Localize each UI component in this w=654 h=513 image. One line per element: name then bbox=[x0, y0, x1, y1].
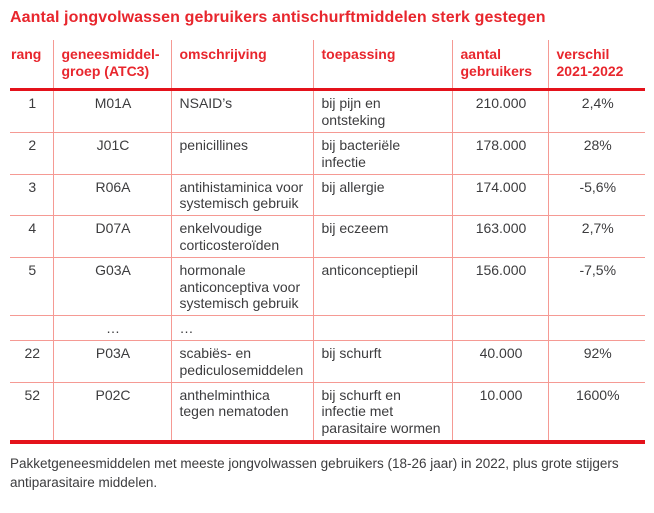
cell-toepassing: bij allergie bbox=[313, 174, 452, 216]
cell-rang: 22 bbox=[10, 340, 53, 382]
cell-toepassing: anticonceptiepil bbox=[313, 257, 452, 315]
page-title: Aantal jongvolwassen gebruikers antischurftmiddelen sterk gestegen bbox=[10, 9, 546, 26]
cell-omschrijving: anthelminthica tegen nematoden bbox=[171, 382, 313, 442]
cell-rang: 52 bbox=[10, 382, 53, 442]
cell-rang: 2 bbox=[10, 132, 53, 174]
cell-verschil: 1600% bbox=[575, 386, 620, 403]
cell-verschil: 92% bbox=[583, 344, 612, 361]
cell-verschil: -5,6% bbox=[579, 178, 617, 195]
cell-verschil: 2,7% bbox=[581, 220, 614, 237]
cell-toepassing bbox=[313, 316, 452, 341]
cell-rang: 4 bbox=[10, 216, 53, 258]
cell-aantal: 10.000 bbox=[452, 382, 548, 442]
cell-groep: … bbox=[53, 316, 171, 341]
cell-omschrijving: antihistaminica voor systemisch gebruik bbox=[171, 174, 313, 216]
cell-toepassing: bij schurft en infectie met parasitaire wormen bbox=[313, 382, 452, 442]
cell-rang: 5 bbox=[10, 257, 53, 315]
table-row bbox=[10, 216, 645, 258]
table-row bbox=[10, 90, 645, 133]
cell-omschrijving: enkelvoudige corticosteroïden bbox=[171, 216, 313, 258]
cell-omschrijving: penicillines bbox=[171, 132, 313, 174]
cell-rang bbox=[10, 316, 53, 341]
cell-aantal: 156.000 bbox=[452, 257, 548, 315]
cell-groep: G03A bbox=[53, 257, 171, 315]
cell-aantal: 40.000 bbox=[452, 340, 548, 382]
column-header-omschrijving: omschrijving bbox=[171, 40, 313, 90]
table-row bbox=[10, 174, 645, 216]
cell-groep: R06A bbox=[53, 174, 171, 216]
header-row bbox=[10, 40, 645, 90]
cell-groep: M01A bbox=[53, 90, 171, 133]
table-row bbox=[10, 340, 645, 382]
table-row bbox=[10, 132, 645, 174]
column-header-geneesmiddelgroep: geneesmiddel-groep (ATC3) bbox=[53, 40, 171, 90]
cell-aantal bbox=[452, 316, 548, 341]
column-header-toepassing: toepassing bbox=[313, 40, 452, 90]
ellipsis-row bbox=[10, 316, 645, 341]
cell-toepassing: bij schurft bbox=[313, 340, 452, 382]
table-row bbox=[10, 257, 645, 315]
cell-toepassing: bij eczeem bbox=[313, 216, 452, 258]
cell-toepassing: bij pijn en ontsteking bbox=[313, 90, 452, 133]
cell-rang: 1 bbox=[10, 90, 53, 133]
cell-verschil: 2,4% bbox=[581, 95, 614, 112]
cell-groep: D07A bbox=[53, 216, 171, 258]
medications-table-body bbox=[10, 90, 645, 442]
cell-omschrijving: NSAID’s bbox=[171, 90, 313, 133]
cell-aantal: 174.000 bbox=[452, 174, 548, 216]
cell-omschrijving: … bbox=[171, 316, 313, 341]
cell-verschil: 28% bbox=[583, 136, 612, 153]
table-row bbox=[10, 382, 645, 442]
column-header-verschil: verschil 2021-2022 bbox=[556, 46, 624, 80]
cell-aantal: 210.000 bbox=[452, 90, 548, 133]
cell-rang: 3 bbox=[10, 174, 53, 216]
column-header-rang: rang bbox=[10, 40, 53, 90]
cell-verschil bbox=[548, 316, 645, 341]
cell-groep: P02C bbox=[53, 382, 171, 442]
table-header bbox=[10, 40, 645, 90]
cell-groep: J01C bbox=[53, 132, 171, 174]
table-caption: Pakketgeneesmiddelen met meeste jongvolwassen gebruikers (18-26 jaar) in 2022, plus grote stijgers antiparasitaire middelen. bbox=[10, 455, 619, 490]
cell-groep: P03A bbox=[53, 340, 171, 382]
medications-table bbox=[10, 40, 645, 444]
cell-verschil: -7,5% bbox=[579, 261, 617, 278]
cell-aantal: 163.000 bbox=[452, 216, 548, 258]
cell-omschrijving: hormonale anticonceptiva voor systemisch gebruik bbox=[171, 257, 313, 315]
column-header-aantal-gebruikers: aantal gebruikers bbox=[452, 40, 548, 90]
cell-aantal: 178.000 bbox=[452, 132, 548, 174]
cell-omschrijving: scabiës- en pediculosemiddelen bbox=[171, 340, 313, 382]
cell-toepassing: bij bacteriële infectie bbox=[313, 132, 452, 174]
